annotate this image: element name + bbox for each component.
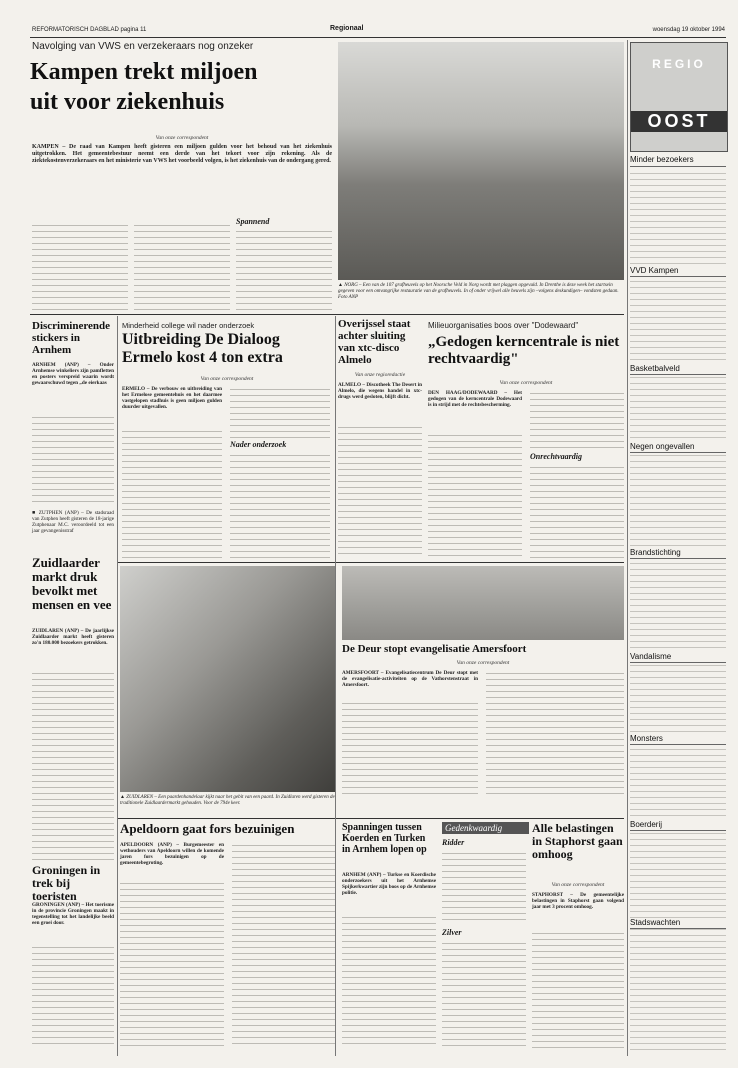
col-rule-3 <box>627 40 628 1056</box>
dialoog-body-col2 <box>230 386 330 438</box>
deur-body-col1 <box>342 700 478 796</box>
dialoog-headline: Uitbreiding De Dialoog Ermelo kost 4 ton extra <box>122 331 283 366</box>
zutphen-lead: ■ ZUTPHEN (ANP) – De stadsraad van Zutphen heeft gisteren de 18-jarige Zutphenaar M.C. veroordeeld tot een jaar gevangenisstraf <box>32 510 116 535</box>
mid-rule <box>30 314 624 315</box>
main-body-col3 <box>236 228 332 312</box>
spanningen-lead: ARNHEM (ANP) – Turkse en Koerdische onderzoekers uit het Arnhemse Spijkerkwartier zijn boos op de Arnhemse politie. <box>342 872 438 897</box>
col-rule-2 <box>335 316 336 1056</box>
gedenkwaardig-sub-ridder: Ridder <box>442 838 465 847</box>
deur-headline: De Deur stopt evangelisatie Amersfoort <box>342 643 527 655</box>
deur-body-col2 <box>486 670 624 796</box>
apeldoorn-body-col1 <box>120 880 224 1048</box>
dodewaard-sub: Onrechtvaardig <box>530 452 582 461</box>
apeldoorn-headline: Apeldoorn gaat fors bezuinigen <box>120 821 295 836</box>
deur-byline: Van onze correspondent <box>456 660 510 666</box>
dodewaard-body-col1 <box>428 432 522 558</box>
norg-photo <box>338 42 624 280</box>
zuidlaarder-lead: ZUIDLAREN (ANP) – De jaarlijkse Zuidlaarder markt heeft gisteren zo'n 180.000 bezoekers getrokken. <box>32 628 116 647</box>
sidebar-column <box>630 170 726 1050</box>
zuidlaren-photo <box>120 566 336 792</box>
norg-photo-caption: ▲ NORG – Een van de 107 grafheuvels op het Noorsche Veld in Norg wordt met plaggen opgevuld. In Drenthe is deze week het startsein gegeven voor een omvangrijke restauratie van de grafheuvels. In of onder vrijwel alle heuvels zijn –volgens deskundigen– vondsten gedaan. Foto ANP <box>338 283 619 300</box>
header-rule <box>30 37 726 38</box>
gedenkwaardig-body-2 <box>442 940 526 1048</box>
overijssel-body <box>338 424 422 558</box>
zuidlaarder-headline: Zuidlaarder markt druk bevolkt met mensen en vee <box>32 555 112 612</box>
col-rule-1 <box>117 316 118 1056</box>
zuidlaarder-body <box>32 670 114 860</box>
main-body-col2 <box>134 222 230 312</box>
dialoog-sub: Nader onderzoek <box>230 440 287 449</box>
main-headline-line2: uit voor ziekenhuis <box>30 89 225 115</box>
main-body-col1 <box>32 222 128 312</box>
groningen-headline: Groningen in trek bij toeristen <box>32 863 101 903</box>
header-center: Regionaal <box>330 25 364 32</box>
lower-rule <box>118 818 624 819</box>
sidebar-item-vvd: VVD Kampen <box>630 266 726 277</box>
overijssel-lead: ALMELO – Discotheek The Desert in Almelo, die wegens handel in xtc-drugs werd gesloten, blijft dicht. <box>338 382 424 401</box>
regio-badge <box>630 42 728 152</box>
apeldoorn-lead: APELDOORN (ANP) – Burgemeester en wethouders van Apeldoorn willen de komende jaren fors bezuinigen op de gemeentebegroting. <box>120 842 226 867</box>
sidebar-title: Minder bezoekers <box>630 155 726 167</box>
overijssel-headline: Overijssel staat achter sluiting van xtc-disco Almelo <box>338 318 411 366</box>
dodewaard-headline: „Gedogen kerncentrale is niet rechtvaardig" <box>428 334 620 367</box>
sidebar-item-boerderij: Boerderij <box>630 820 726 831</box>
staphorst-body <box>532 930 624 1048</box>
main-kicker: Navolging van VWS en verzekeraars nog onzeker <box>32 41 254 52</box>
dodewaard-lead: DEN HAAG/DODEWAARD – Het gedogen van de kerncentrale Dodewaard is in strijd met de rechtsbescherming. <box>428 390 524 409</box>
dialoog-lead: ERMELO – De verbouw en uitbreiding van het Ermelose gemeentehuis en het daarmee vastgelopen stadhuis is geen miljoen gulden duurder uitgevallen. <box>122 386 224 411</box>
discriminerende-body <box>32 414 114 506</box>
dialoog-kicker: Minderheid college wil nader onderzoek <box>122 321 255 330</box>
discriminerende-headline: Discriminerende stickers in Arnhem <box>32 320 111 356</box>
dialoog-byline: Van onze correspondent <box>200 376 254 382</box>
dodewaard-photo <box>342 566 624 640</box>
staphorst-headline: Alle belastingen in Staphorst gaan omhoog <box>532 821 623 861</box>
staphorst-byline: Van onze correspondent <box>551 882 605 888</box>
zuidlaren-photo-caption: ▲ ZUIDLAREN – Een paardenhandelaar kijkt naar het gebit van een paard. In Zuidlaren werd gisteren de traditionele Zuidlaardermarkt gehouden. Voor de 794e keer. <box>120 795 335 806</box>
groningen-lead: GRONINGEN (ANP) – Het toerisme in de provincie Groningen maakt in tegenstelling tot het landelijke beeld een groei door. <box>32 902 116 927</box>
staphorst-lead: STAPHORST – De gemeentelijke belastingen in Staphorst gaan volgend jaar met 3 procent omhoog. <box>532 892 626 911</box>
sidebar-item-stadswachten: Stadswachten <box>630 918 726 929</box>
dialoog-body-col3 <box>230 452 330 558</box>
groningen-body <box>32 944 114 1048</box>
main-sub-spannend: Spannend <box>236 217 270 226</box>
main-lead: KAMPEN – De raad van Kampen heeft gisteren een miljoen gulden voor het behoud van het ziekenhuis uitgetrokken. Het gemeentebestuur neemt een derde van het tekort voor zijn rekening. Als de ziektekostenverzekeraars en het ministerie van VWS het voorbeeld volgen, is het ziekenhuis van de ondergang gered. <box>32 144 334 164</box>
overijssel-byline: Van onze regioredactie <box>354 372 406 378</box>
regio-top-label: REGIO <box>652 57 706 71</box>
header-left: REFORMATORISCH DAGBLAD pagina 11 <box>32 27 147 33</box>
sidebar-item-monsters: Monsters <box>630 734 726 745</box>
gedenkwaardig-body-1 <box>442 850 526 924</box>
spanningen-headline: Spanningen tussen Koerden en Turken in Arnhem lopen op <box>342 822 427 855</box>
sidebar-item-ongevallen: Negen ongevallen <box>630 442 726 453</box>
regio-bottom-label: OOST <box>631 111 727 132</box>
main-headline-line1: Kampen trekt miljoen <box>30 59 258 85</box>
mid-rule-2 <box>118 562 624 563</box>
sidebar-item-brand: Brandstichting <box>630 548 726 559</box>
apeldoorn-body-col2 <box>232 842 336 1048</box>
sidebar-item-vandalisme: Vandalisme <box>630 652 726 663</box>
deur-lead: AMERSFOORT – Evangelisatiecentrum De Deur stopt met de evangelisatie-activiteiten op de Vathorstenstraat in Amersfoort. <box>342 670 480 689</box>
spanningen-body <box>342 914 436 1048</box>
dodewaard-kicker: Milieuorganisaties boos over "Dodewaard" <box>428 321 579 330</box>
gedenkwaardig-sub-zilver: Zilver <box>442 928 462 937</box>
header-right: woensdag 19 oktober 1994 <box>652 27 725 33</box>
sidebar-item-basketbal: Basketbalveld <box>630 364 726 375</box>
main-byline: Van onze correspondent <box>155 135 209 141</box>
dodewaard-body-col2 <box>530 390 624 450</box>
gedenkwaardig-title: Gedenkwaardig <box>442 822 529 834</box>
dodewaard-body-col3 <box>530 464 624 558</box>
dialoog-body-col1 <box>122 428 222 558</box>
discriminerende-lead: ARNHEM (ANP) – Onder Arnhemse winkeliers zijn pamfletten en posters verspreid waarin wordt gewaarschuwd tegen „de eierkaas <box>32 362 116 387</box>
dodewaard-byline: Van onze correspondent <box>499 380 553 386</box>
